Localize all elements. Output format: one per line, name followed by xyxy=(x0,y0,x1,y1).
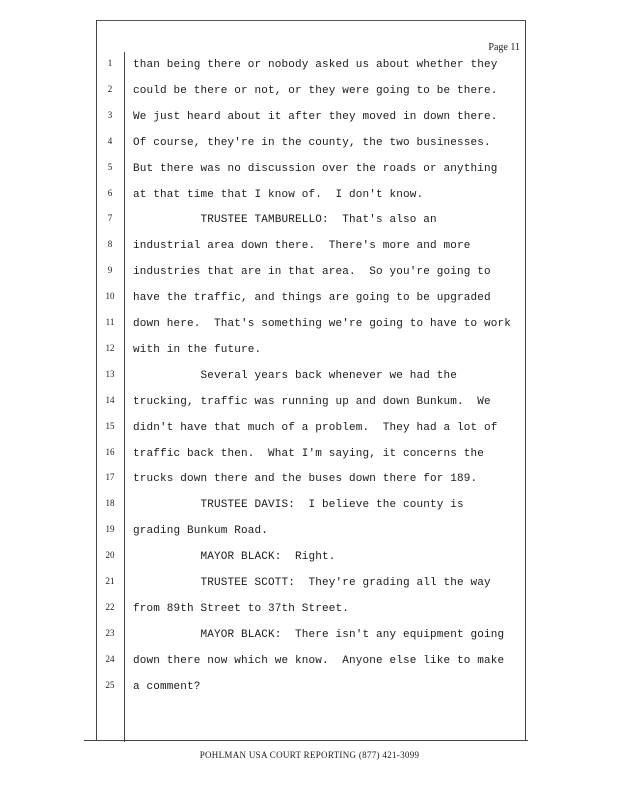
line-text: from 89th Street to 37th Street. xyxy=(133,602,350,615)
line-text: a comment? xyxy=(133,680,201,693)
transcript-line xyxy=(0,602,560,618)
transcript-line xyxy=(0,421,560,437)
line-number: 17 xyxy=(105,472,115,483)
line-text: industrial area down there. There's more and more xyxy=(133,240,471,253)
line-number: 20 xyxy=(105,550,115,561)
transcript-line xyxy=(0,472,560,488)
line-text: trucks down there and the buses down there for 189. xyxy=(133,473,478,486)
line-number: 3 xyxy=(107,109,113,120)
line-number: 25 xyxy=(105,679,115,690)
line-text: trucking, traffic was running up and down Bunkum. We xyxy=(133,395,491,408)
transcript-line xyxy=(0,188,560,204)
line-number: 10 xyxy=(105,291,115,302)
line-text: down there now which we know. Anyone else like to make xyxy=(133,654,505,667)
transcript-line xyxy=(0,136,560,152)
transcript-line xyxy=(0,317,560,333)
transcript-line xyxy=(0,498,560,514)
line-text: Of course, they're in the county, the two businesses. xyxy=(133,136,491,149)
transcript-line xyxy=(0,576,560,592)
transcript-line xyxy=(0,58,560,74)
transcript-line xyxy=(0,369,560,385)
line-text: MAYOR BLACK: Right. xyxy=(133,551,336,564)
line-number: 23 xyxy=(105,627,115,638)
transcript-line xyxy=(0,524,560,540)
line-number: 4 xyxy=(107,135,113,146)
line-number: 11 xyxy=(105,317,115,327)
line-number: 6 xyxy=(107,187,113,198)
line-number: 21 xyxy=(105,576,115,586)
line-text: have the traffic, and things are going to be upgraded xyxy=(133,292,491,305)
line-text: could be there or not, or they were going to be there. xyxy=(133,84,498,97)
line-number: 1 xyxy=(107,58,113,68)
transcript-line xyxy=(0,265,560,281)
line-number: 22 xyxy=(105,601,115,612)
line-text: MAYOR BLACK: There isn't any equipment going xyxy=(133,628,505,641)
page-number: Page 11 xyxy=(488,42,520,53)
line-number: 24 xyxy=(105,653,115,664)
line-number: 13 xyxy=(105,368,115,379)
frame-bottom-rule xyxy=(84,740,528,741)
line-number: 16 xyxy=(105,446,115,457)
transcript-line xyxy=(0,343,560,359)
transcript-line xyxy=(0,628,560,644)
transcript-line xyxy=(0,550,560,566)
transcript-line xyxy=(0,447,560,463)
line-text: at that time that I know of. I don't know. xyxy=(133,188,424,201)
line-text: We just heard about it after they moved in down there. xyxy=(133,110,498,123)
line-number: 18 xyxy=(105,498,115,509)
transcript-line xyxy=(0,84,560,100)
transcript-line xyxy=(0,110,560,126)
line-text: industries that are in that area. So you're going to xyxy=(133,266,491,279)
transcript-line xyxy=(0,213,560,229)
line-number: 8 xyxy=(107,239,113,250)
line-text: grading Bunkum Road. xyxy=(133,525,269,538)
transcript-line xyxy=(0,162,560,178)
line-number: 19 xyxy=(105,524,115,535)
line-number: 5 xyxy=(107,161,113,172)
line-text: Several years back whenever we had the xyxy=(133,369,458,382)
transcript-line xyxy=(0,239,560,255)
line-number: 14 xyxy=(105,394,115,405)
line-text: traffic back then. What I'm saying, it concerns the xyxy=(133,447,485,460)
line-number: 2 xyxy=(107,83,113,94)
transcript-line xyxy=(0,395,560,411)
line-text: TRUSTEE TAMBURELLO: That's also an xyxy=(133,214,437,227)
line-text: didn't have that much of a problem. They had a lot of xyxy=(133,421,498,434)
line-text: with in the future. xyxy=(133,343,262,356)
frame-top-rule xyxy=(96,20,526,21)
line-text: down here. That's something we're going to have to work xyxy=(133,318,512,330)
line-number: 7 xyxy=(107,213,113,224)
transcript-line xyxy=(0,291,560,307)
line-number: 15 xyxy=(105,420,115,431)
line-number: 9 xyxy=(107,265,113,276)
line-text: than being there or nobody asked us about whether they xyxy=(133,59,498,71)
transcript-line xyxy=(0,654,560,670)
line-number: 12 xyxy=(105,342,115,353)
line-text: TRUSTEE SCOTT: They're grading all the way xyxy=(133,577,491,589)
footer-court-reporter: POHLMAN USA COURT REPORTING (877) 421-3099 xyxy=(199,750,420,760)
transcript-line xyxy=(0,680,560,696)
line-text: TRUSTEE DAVIS: I believe the county is xyxy=(133,499,464,512)
line-text: But there was no discussion over the roads or anything xyxy=(133,162,498,175)
